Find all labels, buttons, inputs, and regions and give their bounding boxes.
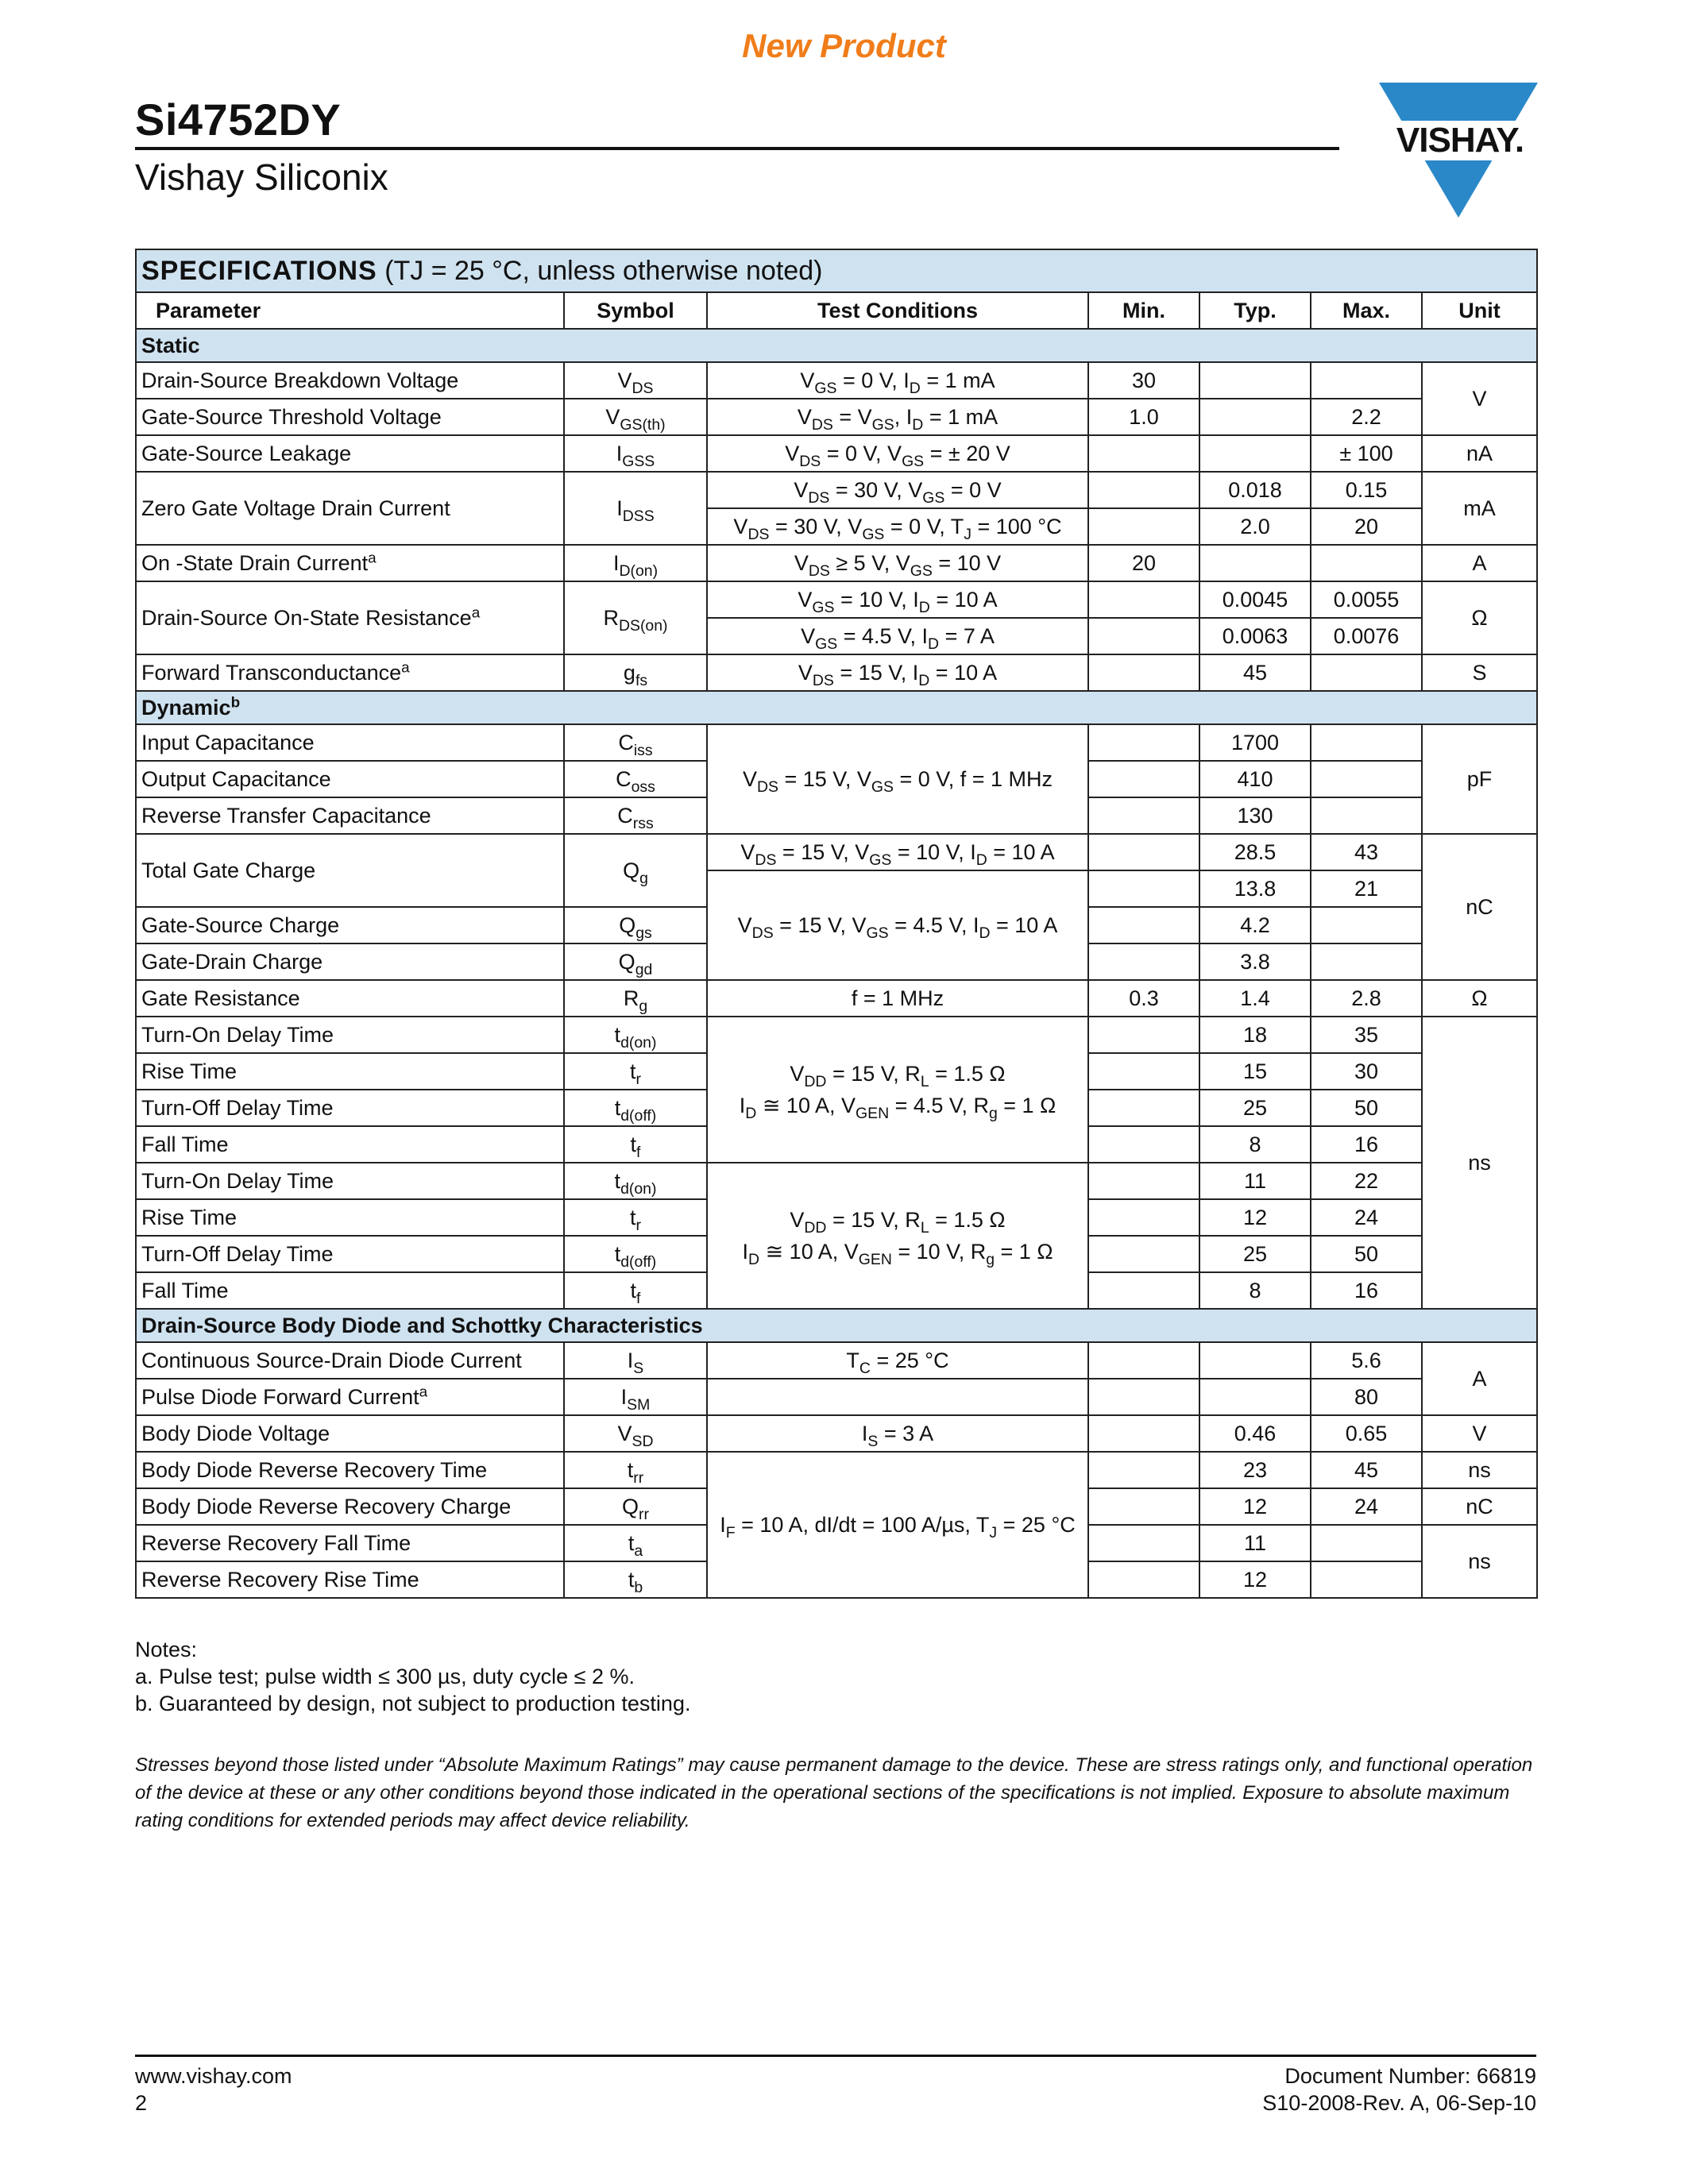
- typ-cell: 3.8: [1199, 943, 1311, 980]
- condition-cell: $V_{GS} = 0$ V, $I_D = 1$ mA: [707, 362, 1088, 399]
- symbol-cell: $t_{d(on)}$: [564, 1017, 707, 1053]
- table-title-row: [136, 249, 1537, 292]
- max-cell: [1311, 943, 1422, 980]
- max-cell: [1311, 362, 1422, 399]
- param-cell: Rise Time: [136, 1199, 564, 1236]
- table-row: [136, 472, 1537, 508]
- typ-cell: 130: [1199, 797, 1311, 834]
- col-header-max: Max.: [1311, 292, 1422, 329]
- max-cell: 0.0055: [1311, 581, 1422, 618]
- max-cell: 5.6: [1311, 1342, 1422, 1379]
- typ-cell: [1199, 435, 1311, 472]
- max-cell: 2.8: [1311, 980, 1422, 1017]
- page-number: 2: [135, 2091, 148, 2115]
- symbol-cell: $t_{d(on)}$: [564, 1163, 707, 1199]
- max-cell: 30: [1311, 1053, 1422, 1090]
- max-cell: 0.0076: [1311, 618, 1422, 654]
- condition-cell: $V_{DS} = 15$ V, $V_{GS} = 4.5$ V, $I_D = 10$ A: [707, 870, 1088, 980]
- condition-cell: $V_{DS} = 15$ V, $V_{GS} = 10$ V, $I_D = 10$ A: [707, 834, 1088, 870]
- max-cell: 16: [1311, 1126, 1422, 1163]
- max-cell: 24: [1311, 1488, 1422, 1525]
- typ-cell: 0.0063: [1199, 618, 1311, 654]
- param-text: Forward Transconductance: [141, 660, 402, 685]
- document-number: Document Number: 66819: [1284, 2064, 1536, 2088]
- typ-cell: 23: [1199, 1452, 1311, 1488]
- max-cell: [1311, 1525, 1422, 1561]
- title-divider: [135, 147, 1339, 150]
- min-cell: 0.3: [1088, 980, 1199, 1017]
- footer-divider: [135, 2055, 1536, 2057]
- logo-wordmark: VISHAY.: [1396, 121, 1524, 160]
- max-cell: 50: [1311, 1090, 1422, 1126]
- revision: S10-2008-Rev. A, 06-Sep-10: [1262, 2091, 1536, 2115]
- min-cell: [1088, 1525, 1199, 1561]
- footer-url[interactable]: www.vishay.com: [135, 2064, 292, 2088]
- table-header-row: [136, 292, 1537, 329]
- typ-cell: 12: [1199, 1561, 1311, 1598]
- typ-cell: 45: [1199, 654, 1311, 691]
- symbol-cell: $C_{rss}$: [564, 797, 707, 834]
- param-cell: Body Diode Reverse Recovery Charge: [136, 1488, 564, 1525]
- max-cell: 21: [1311, 870, 1422, 907]
- symbol-cell: $V_{SD}$: [564, 1415, 707, 1452]
- disclaimer: Stresses beyond those listed under “Absolute Maximum Ratings” may cause permanent damage to the device. These are stress ratings only, and functional operation of the device at these or any other conditions beyond those indicated in the operational sections of the specifications is not implied. Exposure to absolute maximum rating conditions for extended periods may affect device reliability.: [135, 1754, 1533, 1831]
- param-cell: Output Capacitance: [136, 761, 564, 797]
- table-row: [136, 362, 1537, 399]
- note-a: a. Pulse test; pulse width ≤ 300 µs, duty cycle ≤ 2 %.: [135, 1665, 635, 1688]
- condition-cell: $V_{DS} \ge 5$ V, $V_{GS} = 10$ V: [707, 545, 1088, 581]
- param-text: Pulse Diode Forward Current: [141, 1384, 419, 1409]
- param-cell: Drain-Source On-State Resistance$^a$: [136, 581, 564, 654]
- condition-cell: $I_F = 10$ A, dI/dt = 100 A/µs, $T_J = 25$ °C: [707, 1452, 1088, 1598]
- min-cell: [1088, 1090, 1199, 1126]
- symbol-cell: $t_f$: [564, 1126, 707, 1163]
- symbol-cell: $t_b$: [564, 1561, 707, 1598]
- table-row: [136, 545, 1537, 581]
- col-header-unit: Unit: [1422, 292, 1537, 329]
- max-cell: 22: [1311, 1163, 1422, 1199]
- min-cell: [1088, 508, 1199, 545]
- param-cell: Fall Time: [136, 1126, 564, 1163]
- section-row-diode: [136, 1309, 1537, 1342]
- unit-cell: A: [1422, 545, 1537, 581]
- param-cell: Turn-Off Delay Time: [136, 1090, 564, 1126]
- unit-cell: ns: [1422, 1017, 1537, 1309]
- condition-cell: $V_{DD} = 15$ V, $R_L = 1.5$ Ω $I_D$ ≅ 10 A, $V_{GEN} = 4.5$ V, $R_g = 1$ Ω: [707, 1017, 1088, 1163]
- min-cell: 20: [1088, 545, 1199, 581]
- min-cell: [1088, 1379, 1199, 1415]
- max-cell: 0.65: [1311, 1415, 1422, 1452]
- unit-cell: Ω: [1422, 980, 1537, 1017]
- param-cell: Turn-Off Delay Time: [136, 1236, 564, 1272]
- condition-cell: f = 1 MHz: [707, 980, 1088, 1017]
- typ-cell: 15: [1199, 1053, 1311, 1090]
- symbol-cell: $Q_{gs}$: [564, 907, 707, 943]
- max-cell: 20: [1311, 508, 1422, 545]
- min-cell: [1088, 761, 1199, 797]
- min-cell: [1088, 654, 1199, 691]
- section-row-dynamic: [136, 691, 1537, 724]
- condition-cell: $V_{DS} = 15$ V, $I_D = 10$ A: [707, 654, 1088, 691]
- param-cell: Gate-Source Leakage: [136, 435, 564, 472]
- max-cell: 43: [1311, 834, 1422, 870]
- typ-cell: 8: [1199, 1272, 1311, 1309]
- symbol-cell: $g_{fs}$: [564, 654, 707, 691]
- typ-cell: 1700: [1199, 724, 1311, 761]
- min-cell: [1088, 870, 1199, 907]
- max-cell: [1311, 761, 1422, 797]
- param-cell: Reverse Recovery Fall Time: [136, 1525, 564, 1561]
- symbol-cell: $Q_{rr}$: [564, 1488, 707, 1525]
- param-cell: Turn-On Delay Time: [136, 1163, 564, 1199]
- typ-cell: [1199, 399, 1311, 435]
- col-header-symbol: Symbol: [564, 292, 707, 329]
- section-text: Dynamic: [141, 695, 231, 720]
- table-row: [136, 1342, 1537, 1379]
- col-header-min: Min.: [1088, 292, 1199, 329]
- typ-cell: 28.5: [1199, 834, 1311, 870]
- unit-cell: Ω: [1422, 581, 1537, 654]
- specifications-table: [135, 249, 1538, 1599]
- table-row: [136, 1017, 1537, 1053]
- min-cell: [1088, 1342, 1199, 1379]
- symbol-cell: $t_{d(off)}$: [564, 1090, 707, 1126]
- symbol-cell: $t_r$: [564, 1199, 707, 1236]
- param-cell: Body Diode Voltage: [136, 1415, 564, 1452]
- section-label: Dynamic$^b$: [136, 691, 1537, 724]
- param-cell: Rise Time: [136, 1053, 564, 1090]
- min-cell: 30: [1088, 362, 1199, 399]
- max-cell: [1311, 724, 1422, 761]
- max-cell: 0.15: [1311, 472, 1422, 508]
- max-cell: ± 100: [1311, 435, 1422, 472]
- max-cell: 35: [1311, 1017, 1422, 1053]
- typ-cell: 1.4: [1199, 980, 1311, 1017]
- symbol-cell: $V_{GS(th)}$: [564, 399, 707, 435]
- typ-cell: 11: [1199, 1525, 1311, 1561]
- max-cell: [1311, 1561, 1422, 1598]
- footer-right: [1262, 2062, 1536, 2116]
- param-cell: Total Gate Charge: [136, 834, 564, 907]
- min-cell: [1088, 618, 1199, 654]
- notes: [135, 1636, 690, 1717]
- symbol-cell: $C_{oss}$: [564, 761, 707, 797]
- min-cell: [1088, 834, 1199, 870]
- col-header-parameter: Parameter: [136, 292, 564, 329]
- max-cell: [1311, 545, 1422, 581]
- param-cell: Gate Resistance: [136, 980, 564, 1017]
- param-cell: Gate-Source Charge: [136, 907, 564, 943]
- max-cell: [1311, 654, 1422, 691]
- col-header-typ: Typ.: [1199, 292, 1311, 329]
- footer-left: [135, 2062, 292, 2116]
- min-cell: [1088, 1236, 1199, 1272]
- table-row: [136, 1379, 1537, 1415]
- notes-heading: Notes:: [135, 1638, 198, 1661]
- table-row: [136, 834, 1537, 870]
- condition-cell: $V_{GS} = 10$ V, $I_D = 10$ A: [707, 581, 1088, 618]
- max-cell: 80: [1311, 1379, 1422, 1415]
- min-cell: [1088, 1272, 1199, 1309]
- typ-cell: 4.2: [1199, 907, 1311, 943]
- condition-cell: $V_{DS} = 0$ V, $V_{GS}$ = ± 20 V: [707, 435, 1088, 472]
- table-row: [136, 980, 1537, 1017]
- max-cell: 50: [1311, 1236, 1422, 1272]
- section-row-static: [136, 329, 1537, 362]
- min-cell: [1088, 724, 1199, 761]
- param-cell: Pulse Diode Forward Current$^a$: [136, 1379, 564, 1415]
- max-cell: 24: [1311, 1199, 1422, 1236]
- unit-cell: ns: [1422, 1525, 1537, 1598]
- max-cell: [1311, 797, 1422, 834]
- min-cell: [1088, 1126, 1199, 1163]
- typ-cell: [1199, 362, 1311, 399]
- section-label: Drain-Source Body Diode and Schottky Characteristics: [136, 1309, 1537, 1342]
- symbol-cell: $R_{DS(on)}$: [564, 581, 707, 654]
- unit-cell: S: [1422, 654, 1537, 691]
- company-name: Vishay Siliconix: [135, 156, 388, 198]
- typ-cell: 8: [1199, 1126, 1311, 1163]
- typ-cell: [1199, 1379, 1311, 1415]
- symbol-cell: $R_g$: [564, 980, 707, 1017]
- table-row: [136, 581, 1537, 618]
- param-cell: Reverse Recovery Rise Time: [136, 1561, 564, 1598]
- symbol-cell: $Q_{gd}$: [564, 943, 707, 980]
- min-cell: 1.0: [1088, 399, 1199, 435]
- symbol-cell: $I_S$: [564, 1342, 707, 1379]
- symbol-cell: $Q_g$: [564, 834, 707, 907]
- symbol-cell: $C_{iss}$: [564, 724, 707, 761]
- typ-cell: 12: [1199, 1488, 1311, 1525]
- table-row: [136, 1415, 1537, 1452]
- typ-cell: 0.46: [1199, 1415, 1311, 1452]
- symbol-cell: $t_r$: [564, 1053, 707, 1090]
- param-cell: Gate-Source Threshold Voltage: [136, 399, 564, 435]
- unit-cell: V: [1422, 362, 1537, 435]
- table-row: [136, 1163, 1537, 1199]
- note-b: b. Guaranteed by design, not subject to production testing.: [135, 1692, 691, 1715]
- table-title-label: SPECIFICATIONS: [141, 255, 377, 286]
- typ-cell: 12: [1199, 1199, 1311, 1236]
- min-cell: [1088, 435, 1199, 472]
- param-cell: Fall Time: [136, 1272, 564, 1309]
- min-cell: [1088, 1561, 1199, 1598]
- typ-cell: 2.0: [1199, 508, 1311, 545]
- new-product-label: New Product: [742, 27, 946, 64]
- typ-cell: 25: [1199, 1090, 1311, 1126]
- param-cell: Reverse Transfer Capacitance: [136, 797, 564, 834]
- symbol-cell: $t_f$: [564, 1272, 707, 1309]
- symbol-cell: $V_{DS}$: [564, 362, 707, 399]
- unit-cell: nA: [1422, 435, 1537, 472]
- symbol-cell: $I_{SM}$: [564, 1379, 707, 1415]
- section-label: Static: [136, 329, 1537, 362]
- unit-cell: nC: [1422, 834, 1537, 980]
- part-number: Si4752DY: [135, 95, 342, 145]
- min-cell: [1088, 1163, 1199, 1199]
- unit-cell: ns: [1422, 1452, 1537, 1488]
- unit-cell: pF: [1422, 724, 1537, 834]
- typ-cell: [1199, 545, 1311, 581]
- symbol-cell: $I_{D(on)}$: [564, 545, 707, 581]
- max-cell: 45: [1311, 1452, 1422, 1488]
- condition-cell: $V_{DS} = 30$ V, $V_{GS} = 0$ V: [707, 472, 1088, 508]
- unit-cell: mA: [1422, 472, 1537, 545]
- param-cell: Forward Transconductance$^a$: [136, 654, 564, 691]
- table-row: [136, 654, 1537, 691]
- param-cell: Input Capacitance: [136, 724, 564, 761]
- typ-cell: 13.8: [1199, 870, 1311, 907]
- min-cell: [1088, 581, 1199, 618]
- max-cell: 16: [1311, 1272, 1422, 1309]
- min-cell: [1088, 1017, 1199, 1053]
- min-cell: [1088, 1053, 1199, 1090]
- table-title: [136, 249, 1537, 292]
- typ-cell: 25: [1199, 1236, 1311, 1272]
- symbol-cell: $t_a$: [564, 1525, 707, 1561]
- typ-cell: [1199, 1342, 1311, 1379]
- param-cell: Gate-Drain Charge: [136, 943, 564, 980]
- param-cell: On -State Drain Current$^a$: [136, 545, 564, 581]
- condition-cell: [707, 1379, 1088, 1415]
- min-cell: [1088, 907, 1199, 943]
- param-cell: Continuous Source-Drain Diode Current: [136, 1342, 564, 1379]
- typ-cell: 11: [1199, 1163, 1311, 1199]
- symbol-cell: $I_{GSS}$: [564, 435, 707, 472]
- min-cell: [1088, 1415, 1199, 1452]
- unit-cell: V: [1422, 1415, 1537, 1452]
- table-row: [136, 399, 1537, 435]
- typ-cell: 0.0045: [1199, 581, 1311, 618]
- condition-cell: $V_{DS} = V_{GS}$, $I_D = 1$ mA: [707, 399, 1088, 435]
- min-cell: [1088, 1199, 1199, 1236]
- min-cell: [1088, 1452, 1199, 1488]
- min-cell: [1088, 797, 1199, 834]
- param-text: On -State Drain Current: [141, 550, 369, 575]
- symbol-cell: $I_{DSS}$: [564, 472, 707, 545]
- param-text: Drain-Source On-State Resistance: [141, 605, 472, 630]
- max-cell: 2.2: [1311, 399, 1422, 435]
- min-cell: [1088, 472, 1199, 508]
- table-row: [136, 724, 1537, 761]
- table-title-condition: (TJ = 25 °C, unless otherwise noted): [384, 255, 823, 286]
- unit-cell: nC: [1422, 1488, 1537, 1525]
- param-cell: Turn-On Delay Time: [136, 1017, 564, 1053]
- condition-cell: $V_{GS} = 4.5$ V, $I_D = 7$ A: [707, 618, 1088, 654]
- condition-cell: $V_{DD} = 15$ V, $R_L = 1.5$ Ω $I_D$ ≅ 10 A, $V_{GEN} = 10$ V, $R_g = 1$ Ω: [707, 1163, 1088, 1309]
- symbol-cell: $t_{d(off)}$: [564, 1236, 707, 1272]
- typ-cell: 18: [1199, 1017, 1311, 1053]
- condition-cell: $T_C = 25$ °C: [707, 1342, 1088, 1379]
- min-cell: [1088, 1488, 1199, 1525]
- table-row: [136, 1452, 1537, 1488]
- condition-cell: $I_S = 3$ A: [707, 1415, 1088, 1452]
- min-cell: [1088, 943, 1199, 980]
- condition-cell: $V_{DS} = 30$ V, $V_{GS} = 0$ V, $T_J = 100$ °C: [707, 508, 1088, 545]
- symbol-cell: $t_{rr}$: [564, 1452, 707, 1488]
- typ-cell: 410: [1199, 761, 1311, 797]
- param-cell: Drain-Source Breakdown Voltage: [136, 362, 564, 399]
- unit-cell: A: [1422, 1342, 1537, 1415]
- table-row: [136, 435, 1537, 472]
- param-cell: Body Diode Reverse Recovery Time: [136, 1452, 564, 1488]
- condition-cell: $V_{DS} = 15$ V, $V_{GS} = 0$ V, f = 1 MHz: [707, 724, 1088, 834]
- param-cell: Zero Gate Voltage Drain Current: [136, 472, 564, 545]
- max-cell: [1311, 907, 1422, 943]
- col-header-test-conditions: Test Conditions: [707, 292, 1088, 329]
- typ-cell: 0.018: [1199, 472, 1311, 508]
